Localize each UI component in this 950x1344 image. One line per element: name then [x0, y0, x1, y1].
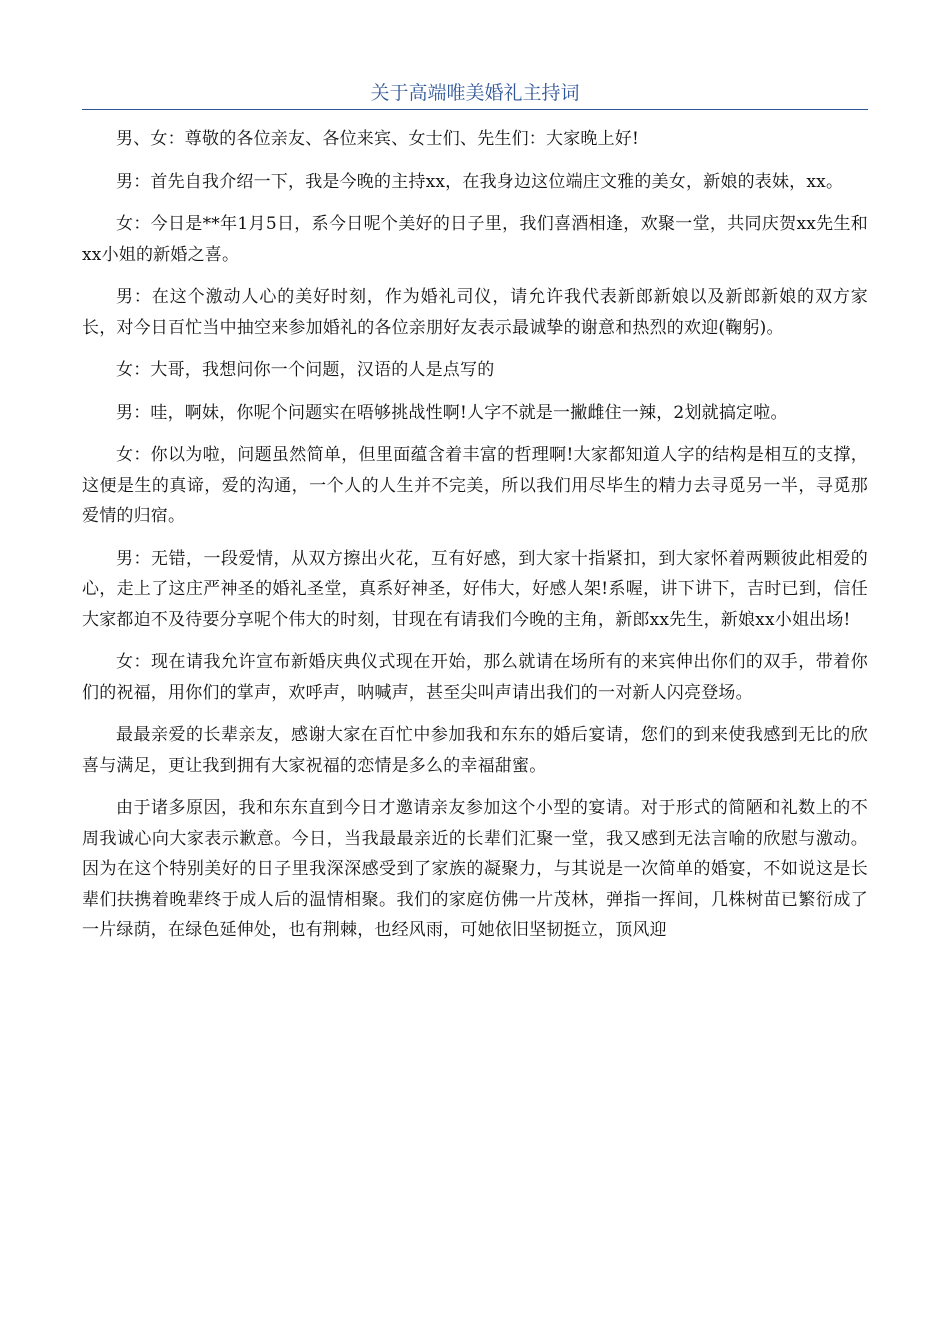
document-body — [82, 124, 868, 958]
paragraph: 女：今日是**年1月5日，系今日呢个美好的日子里，我们喜酒相逢，欢聚一堂，共同庆贺xx先生和xx小姐的新婚之喜。 — [82, 214, 868, 265]
paragraph: 男：哇，啊妹，你呢个问题实在唔够挑战性啊!人字不就是一撇雌住一辣，2划就搞定啦。 — [116, 402, 788, 423]
paragraph: 男：在这个激动人心的美好时刻，作为婚礼司仪，请允许我代表新郎新娘以及新郎新娘的双方家长，对今日百忙当中抽空来参加婚礼的各位亲朋好友表示最诚挚的谢意和热烈的欢迎(鞠躬)。 — [82, 287, 868, 338]
paragraph: 男：首先自我介绍一下，我是今晚的主持xx，在我身边这位端庄文雅的美女，新娘的表妹，xx。 — [116, 171, 844, 192]
title-underline — [82, 109, 868, 110]
paragraph: 由于诸多原因，我和东东直到今日才邀请亲友参加这个小型的宴请。对于形式的简陋和礼数上的不周我诚心向大家表示歉意。今日，当我最最亲近的长辈们汇聚一堂，我又感到无法言喻的欣慰与激动。因为在这个特别美好的日子里我深深感受到了家族的凝聚力，与其说是一次简单的婚宴，不如说这是长辈们扶携着晚辈终于成人后的温情相聚。我们的家庭仿佛一片茂林，弹指一挥间，几株树苗已繁衍成了一片绿荫，在绿色延伸处，也有荆棘，也经风雨，可她依旧坚韧挺立，顶风迎 — [82, 798, 868, 940]
paragraph: 女：现在请我允许宣布新婚庆典仪式现在开始，那么就请在场所有的来宾伸出你们的双手，带着你们的祝福，用你们的掌声，欢呼声，呐喊声，甚至尖叫声请出我们的一对新人闪亮登场。 — [82, 652, 868, 703]
paragraph: 女：大哥，我想问你一个问题，汉语的人是点写的 — [116, 360, 495, 380]
page-title: 关于高端唯美婚礼主持词 — [370, 82, 580, 104]
paragraph: 男：无错，一段爱情，从双方擦出火花，互有好感，到大家十指紧扣，到大家怀着两颗彼此相爱的心，走上了这庄严神圣的婚礼圣堂，真系好神圣，好伟大，好感人架!系喔，讲下讲下，吉时已到，信任大家都迫不及待要分享呢个伟大的时刻，甘现在有请我们今晚的主角，新郎xx先生，新娘xx小姐出场! — [82, 548, 868, 630]
paragraph: 最最亲爱的长辈亲友，感谢大家在百忙中参加我和东东的婚后宴请，您们的到来使我感到无比的欣喜与满足，更让我到拥有大家祝福的恋情是多么的幸福甜蜜。 — [82, 725, 868, 776]
paragraph: 男、女：尊敬的各位亲友、各位来宾、女士们、先生们：大家晚上好! — [116, 129, 640, 149]
paragraph: 女：你以为啦，问题虽然简单，但里面蕴含着丰富的哲理啊!大家都知道人字的结构是相互的支撑，这便是生的真谛，爱的沟通，一个人的人生并不完美，所以我们用尽毕生的精力去寻觅另一半，寻觅那爱情的归宿。 — [82, 445, 868, 526]
